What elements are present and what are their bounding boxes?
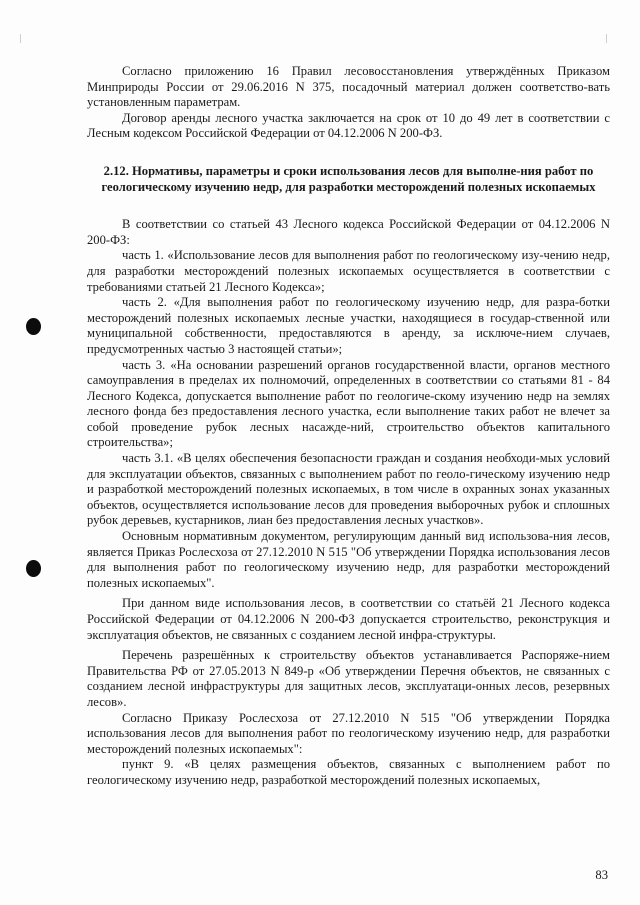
paragraph-point-9: пункт 9. «В целях размещения объектов, связанных с выполнением работ по геологическому изучению недр, разработкой месторождений полезных ископаемых,	[87, 757, 610, 787]
paragraph-part-3-1: часть 3.1. «В целях обеспечения безопасности граждан и создания необходи-мых условий для эксплуатации объектов, связанных с выполнением работ по геоло-гическому изучению недр и разработкой месторождений полезных ископаемых, в том числе в охранных зонах указанных объектов, осуществляется использование лесов для проведения выборочных рубок и сплошных рубок деревьев, кустарников, лиан без предоставления лесных участков».	[87, 451, 610, 528]
paragraph-lease-term: Договор аренды лесного участка заключается на срок от 10 до 49 лет в соответствии с Лесным кодексом Российской Федерации от 04.12.2006 N 200-ФЗ.	[87, 110, 610, 141]
paragraph-seedlings: Согласно приложению 16 Правил лесовосстановления утверждённых Приказом Минприроды России от 29.06.2016 N 375, посадочный материал должен соответство-вать установленным параметрам.	[87, 64, 610, 110]
paragraph-intro: В соответствии со статьей 43 Лесного кодекса Российской Федерации от 04.12.2006 N 200-ФЗ:	[87, 217, 610, 247]
paragraph-part-1: часть 1. «Использование лесов для выполнения работ по геологическому изу-чению недр, для разработки месторождений полезных ископаемых осуществляется в соответствии с требованиями статьей 21 Лесного Кодекса»;	[87, 248, 610, 294]
punch-hole-upper	[26, 318, 41, 335]
paragraph-order-515: Согласно Приказу Рослесхоза от 27.12.2010 N 515 "Об утверждении Порядка использования лесов для выполнения работ по геологическому изучению недр, для разработки месторождений полезных ископаемых":	[87, 710, 610, 756]
paragraph-object-list: Перечень разрешённых к строительству объектов устанавливается Распоряже-нием Правительства РФ от 27.05.2013 N 849-р «Об утверждении Перечня объектов, не связанных с созданием лесной инфраструктуры для защитных лесов, эксплуатаци-онных лесов, резервных лесов».	[87, 648, 610, 709]
scan-mark-right	[606, 34, 607, 43]
scan-mark-top	[20, 34, 21, 43]
section-heading: 2.12. Нормативы, параметры и сроки использования лесов для выполне-ния работ по геологическому изучению недр, для разработки месторождений полезных ископаемых	[101, 163, 596, 194]
paragraph-part-3: часть 3. «На основании разрешений органов государственной власти, органов местного самоуправления в пределах их полномочий, определенных в соответствии со статьями 81 - 84 Лесного Кодекса, допускается выполнение работ по геологиче-скому изучению недр на землях лесного фонда без предоставления лесного участка, если выполнение таких работ не влечет за собой проведение рубок лесных насажде-ний, строительство объектов капитального строительства»;	[87, 357, 610, 450]
punch-hole-lower	[26, 560, 41, 577]
paragraph-part-2: часть 2. «Для выполнения работ по геологическому изучению недр, для разра-ботки месторождений полезных ископаемых лесные участки, находящиеся в государ-ственной или муниципальной собственности, предоставляются в аренду, за исключе-нием случаев, предусмотренных частью 3 настоящей статьи»;	[87, 295, 610, 356]
paragraph-article-21: При данном виде использования лесов, в соответствии со статьёй 21 Лесного кодекса Российской Федерации от 04.12.2006 N 200-ФЗ допускается строительство, реконструкция и эксплуатация объектов, не связанных с созданием лесной инфра-структуры.	[87, 596, 610, 642]
document-body	[87, 64, 610, 789]
page-number: 83	[595, 868, 608, 882]
paragraph-main-document: Основным нормативным документом, регулирующим данный вид использова-ния лесов, является Приказ Рослесхоза от 27.12.2010 N 515 "Об утверждении Порядка использования лесов для выполнения работ по геологическому изучению недр, для разработки месторождений полезных ископаемых".	[87, 529, 610, 590]
